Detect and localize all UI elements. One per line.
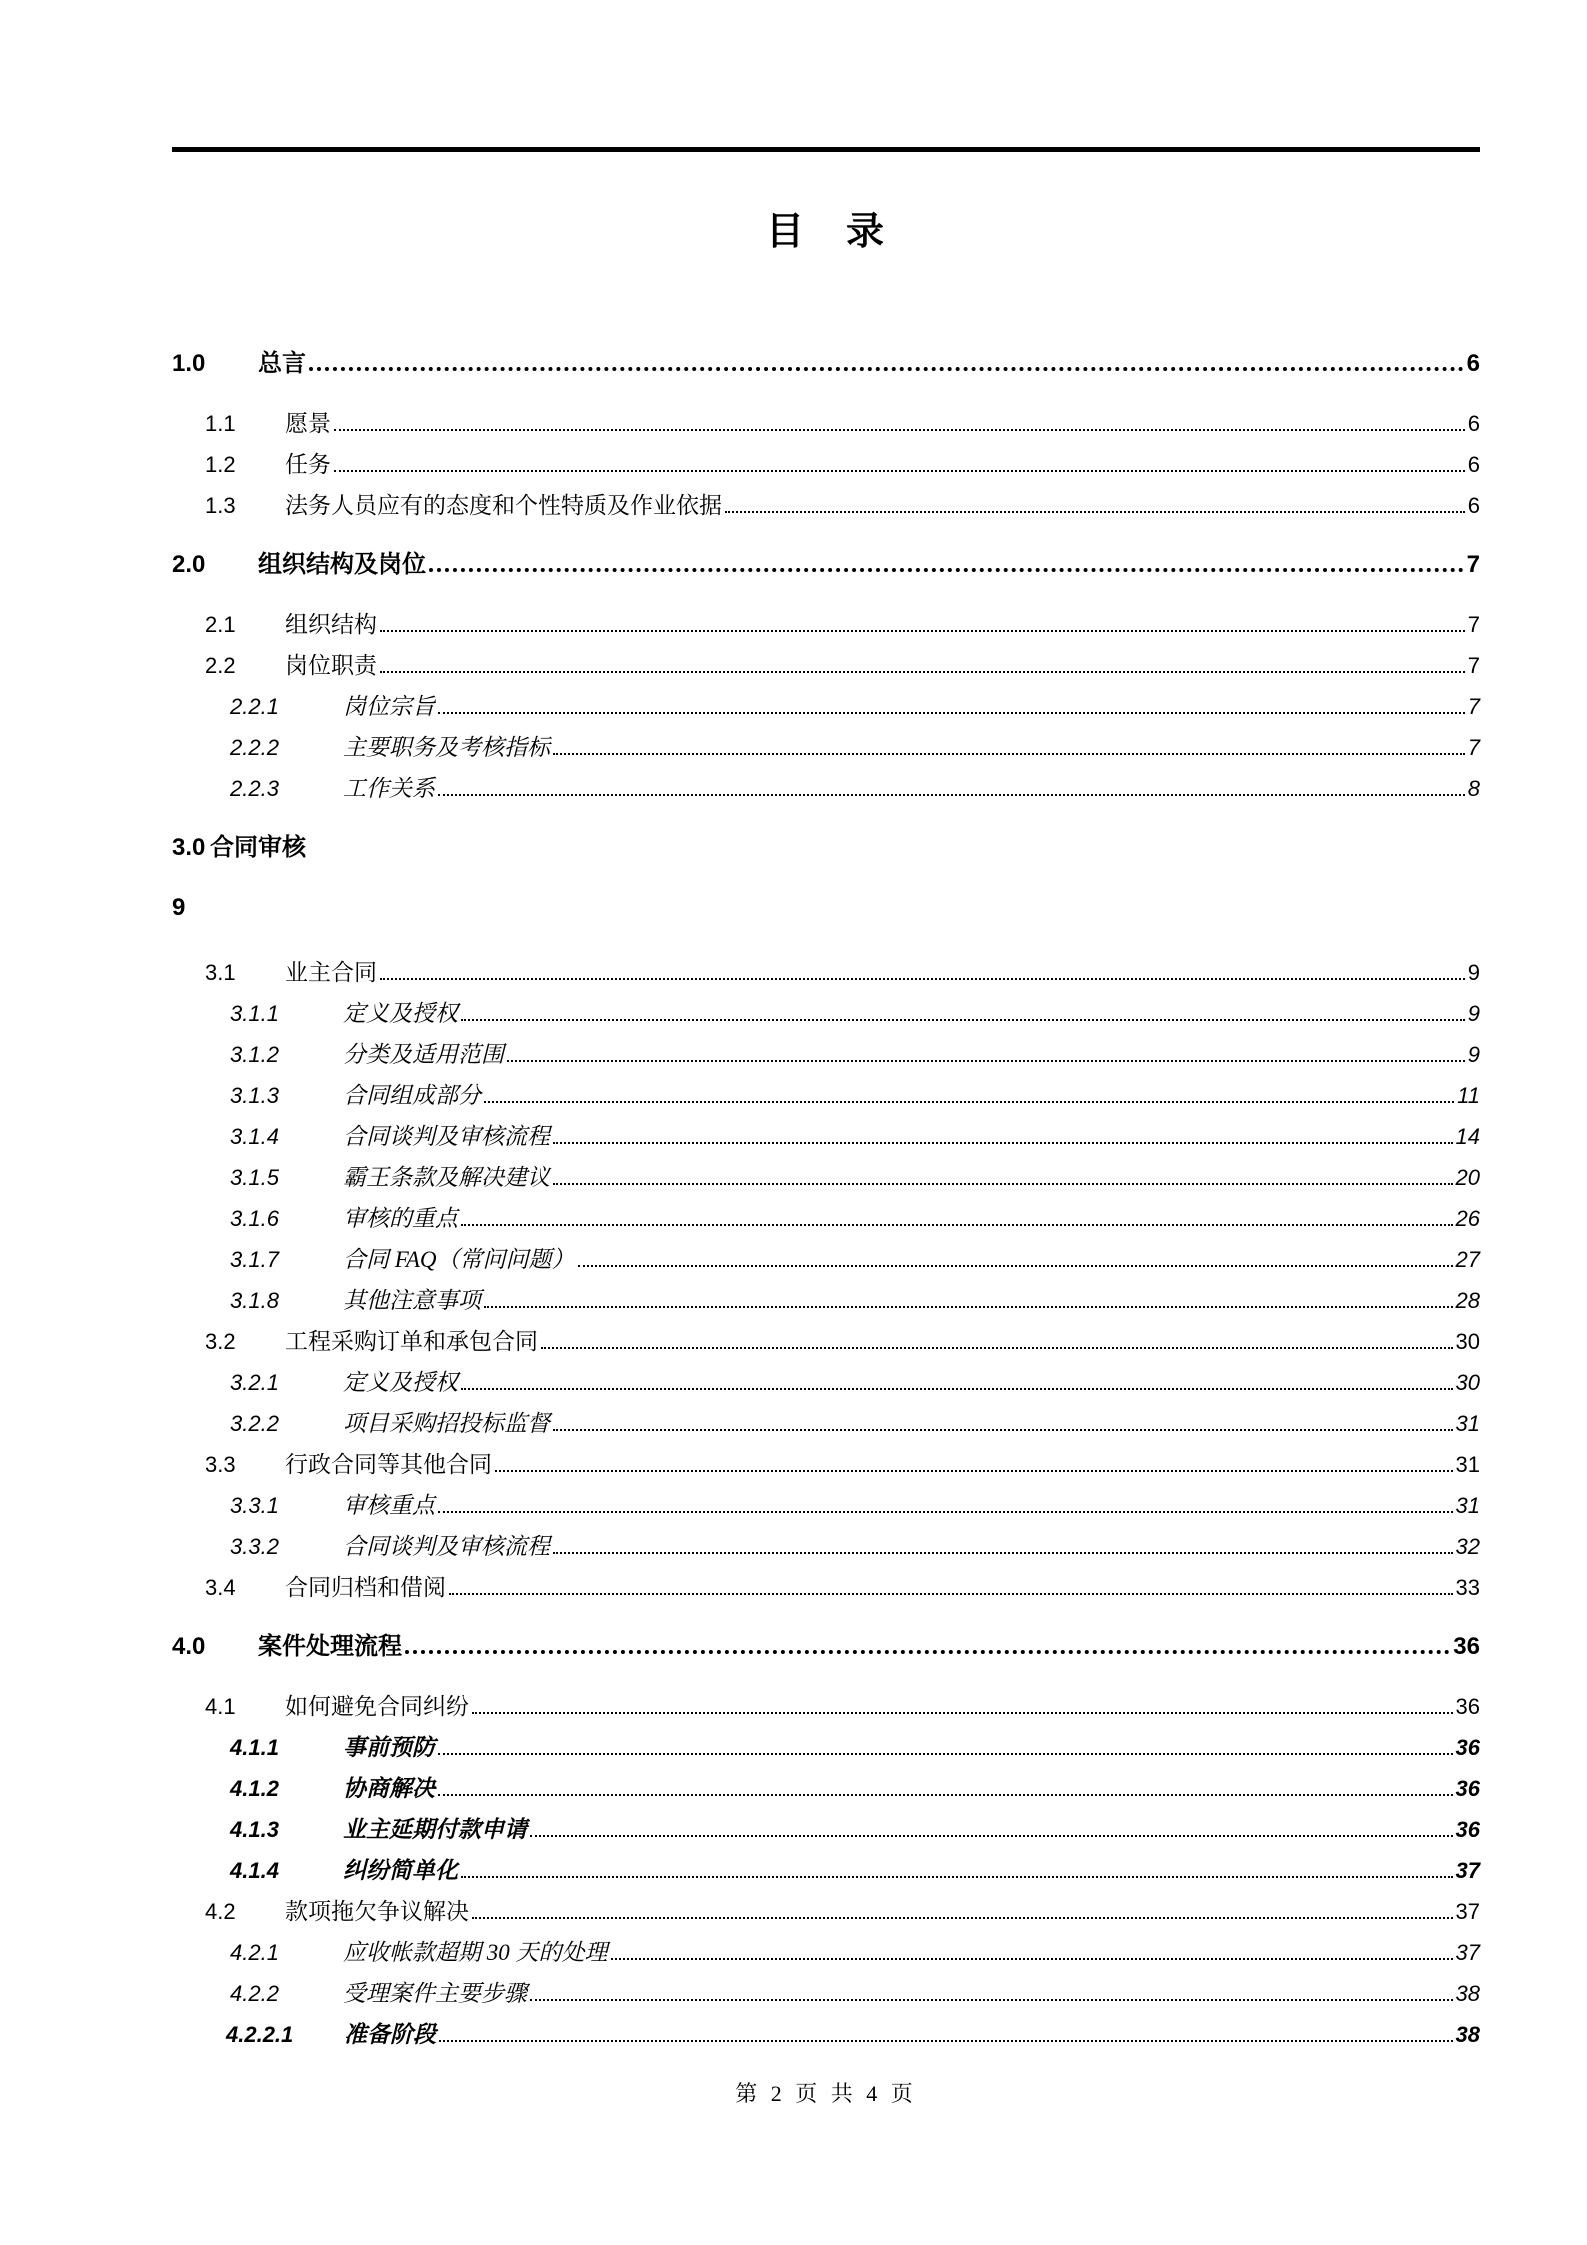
- toc-entry-number: 3.3.1: [230, 1493, 279, 1518]
- toc-entry-number: 3.1.2: [230, 1042, 279, 1067]
- toc-entry-title: 合同归档和借阅: [285, 1575, 446, 1600]
- toc-entry-number: 2.2.1: [230, 694, 279, 719]
- toc-entry-page: 28: [1455, 1288, 1480, 1313]
- toc-entry[interactable]: [172, 952, 1480, 993]
- leader-dots: [553, 1142, 1453, 1144]
- toc-entry-title: 应收帐款超期 30 天的处理: [343, 1940, 608, 1965]
- toc-entry-page: 6: [1466, 350, 1480, 377]
- toc-entry-number: 4.2: [205, 1899, 236, 1924]
- toc-entry-page: 6: [1467, 452, 1480, 477]
- leader-dots: [553, 1429, 1453, 1431]
- toc-entry-page: 33: [1455, 1575, 1480, 1600]
- toc-entry-number: 1.0: [172, 350, 206, 377]
- leader-dots: [553, 753, 1465, 755]
- toc-entry[interactable]: [172, 645, 1480, 686]
- toc-entry-page: 36: [1453, 1633, 1480, 1660]
- leader-dots: [380, 671, 1465, 673]
- toc-entry-title: 合同组成部分: [343, 1083, 481, 1108]
- toc-entry-number: 3.0: [172, 834, 206, 861]
- toc-entry-number: 4.1: [205, 1694, 236, 1719]
- toc-entry-number: 2.0: [172, 551, 206, 578]
- toc-entry-page: 36: [1455, 1776, 1480, 1801]
- leader-dots: [449, 1593, 1453, 1595]
- leader-dots: [438, 1511, 1453, 1513]
- toc-entry-title: 受理案件主要步骤: [343, 1981, 527, 2006]
- toc-entry[interactable]: [172, 1157, 1480, 1198]
- toc-entry-number: 1.2: [205, 452, 236, 477]
- toc-entry-title: 定义及授权: [343, 1370, 458, 1395]
- toc-entry[interactable]: [172, 1686, 1480, 1727]
- leader-dots: [438, 1794, 1453, 1796]
- toc-entry-page: 7: [1467, 694, 1480, 719]
- toc-entry-page: 26: [1455, 1206, 1480, 1231]
- toc-entry[interactable]: [172, 1444, 1480, 1485]
- toc-entry-title: 合同谈判及审核流程: [343, 1124, 550, 1149]
- toc-entry-title: 准备阶段: [344, 2022, 436, 2047]
- toc-entry-number: 2.2.2: [230, 735, 279, 760]
- toc-entry-page: 11: [1457, 1083, 1480, 1108]
- toc-entry-number: 4.2.2.1: [226, 2022, 294, 2047]
- toc-entry-page: 37: [1455, 1899, 1480, 1924]
- toc-entry-title: 合同审核: [210, 834, 306, 861]
- toc-entry-title: 任务: [285, 452, 331, 477]
- toc-entry[interactable]: [172, 1567, 1480, 1608]
- toc-entry[interactable]: [172, 403, 1480, 444]
- toc-entry-number: 4.1.4: [230, 1858, 279, 1883]
- toc-entry-title: 如何避免合同纠纷: [285, 1694, 469, 1719]
- toc-entry-page: 38: [1455, 2022, 1480, 2047]
- toc-entry[interactable]: [172, 993, 1480, 1034]
- toc-entry[interactable]: [172, 1809, 1480, 1850]
- leader-dots: [484, 1306, 1453, 1308]
- toc-entry-number: 4.1.1: [230, 1735, 279, 1760]
- toc-entry[interactable]: [172, 1198, 1480, 1239]
- leader-dots: [541, 1347, 1453, 1349]
- toc-entry-title: 审核重点: [343, 1493, 435, 1518]
- leader-dots: [553, 1552, 1453, 1554]
- toc-entry-title: 工作关系: [343, 776, 435, 801]
- toc-entry-page: 7: [1467, 653, 1480, 678]
- leader-dots: [461, 1876, 1453, 1878]
- leader-dots: [380, 978, 1465, 980]
- toc-entry[interactable]: [172, 485, 1480, 526]
- toc-entry-title: 组织结构及岗位: [258, 551, 426, 578]
- toc-entry-page: 27: [1455, 1247, 1480, 1272]
- leader-dots: [530, 1999, 1453, 2001]
- toc-entry-page: 38: [1455, 1981, 1480, 2006]
- toc-entry[interactable]: [172, 1075, 1480, 1116]
- toc-entry[interactable]: [172, 826, 1480, 870]
- leader-dots: [438, 1753, 1453, 1755]
- toc-entry-page-own-line[interactable]: 9: [172, 894, 186, 921]
- toc-entry-page: 9: [1467, 960, 1480, 985]
- toc-entry[interactable]: [172, 1727, 1480, 1768]
- page-title: 目 录: [765, 211, 886, 253]
- header-rule: [172, 147, 1480, 152]
- toc-entry[interactable]: [172, 768, 1480, 809]
- toc-entry-number: 3.1.6: [230, 1206, 279, 1231]
- page-footer: 第 2 页 共 4 页: [735, 2081, 917, 2106]
- toc-entry-page: 8: [1467, 776, 1480, 801]
- toc-entry-number: 3.2: [205, 1329, 236, 1354]
- toc-entry-title: 岗位宗旨: [343, 694, 435, 719]
- toc-entry-page: 7: [1466, 551, 1480, 578]
- toc-entry-page: 7: [1467, 735, 1480, 760]
- leader-dots: [495, 1470, 1453, 1472]
- toc-entry-title: 款项拖欠争议解决: [285, 1899, 469, 1924]
- toc-entry-number: 4.2.1: [230, 1940, 279, 1965]
- toc-entry-number: 4.1.2: [230, 1776, 279, 1801]
- toc-entry[interactable]: [172, 1850, 1480, 1891]
- toc-entry-title: 组织结构: [285, 612, 377, 637]
- toc-entry-page: 36: [1455, 1817, 1480, 1842]
- toc-entry-number: 2.1: [205, 612, 236, 637]
- toc-entry[interactable]: [172, 1116, 1480, 1157]
- toc-entry-number: 3.1.5: [230, 1165, 279, 1190]
- toc-entry-number: 3.3: [205, 1452, 236, 1477]
- toc-entry-title: 愿景: [285, 411, 331, 436]
- toc-entry-number: 3.2.1: [230, 1370, 279, 1395]
- toc-entry[interactable]: [172, 1932, 1480, 1973]
- toc-entry[interactable]: [172, 1485, 1480, 1526]
- toc-entry[interactable]: [172, 543, 1480, 587]
- leader-dots: [725, 511, 1465, 513]
- toc-entry[interactable]: [172, 1891, 1480, 1932]
- toc-entry-page: 6: [1467, 411, 1480, 436]
- leader-dots: [334, 429, 1465, 431]
- toc-entry-number: 3.1: [205, 960, 236, 985]
- toc-entry-number: 3.2.2: [230, 1411, 279, 1436]
- leader-dots: [429, 568, 1464, 572]
- toc-entry-title: 分类及适用范围: [343, 1042, 504, 1067]
- toc-entry-title: 合同谈判及审核流程: [343, 1534, 550, 1559]
- leader-dots: [553, 1183, 1453, 1185]
- toc-entry-page: 9: [1467, 1001, 1480, 1026]
- toc-list: [172, 342, 1480, 2055]
- toc-entry-title: 业主合同: [285, 960, 377, 985]
- leader-dots: [472, 1712, 1453, 1714]
- toc-entry-page: 9: [1467, 1042, 1480, 1067]
- toc-entry-page: 14: [1455, 1124, 1480, 1149]
- toc-entry-page: 36: [1455, 1694, 1480, 1719]
- toc-entry-page: 36: [1455, 1735, 1480, 1760]
- toc-entry-page: 31: [1455, 1493, 1480, 1518]
- toc-entry[interactable]: [172, 1625, 1480, 1669]
- toc-entry-title: 纠纷简单化: [343, 1858, 458, 1883]
- toc-entry-number: 3.1.1: [230, 1001, 279, 1026]
- toc-entry[interactable]: [172, 727, 1480, 768]
- toc-entry-number: 1.3: [205, 493, 236, 518]
- leader-dots: [530, 1835, 1453, 1837]
- toc-entry-number: 3.1.3: [230, 1083, 279, 1108]
- toc-entry-title: 协商解决: [343, 1776, 435, 1801]
- toc-entry-title: 其他注意事项: [343, 1288, 481, 1313]
- toc-entry[interactable]: [172, 342, 1480, 386]
- toc-entry-number: 3.4: [205, 1575, 236, 1600]
- toc-entry-page: 30: [1455, 1329, 1480, 1354]
- toc-entry-page: 6: [1467, 493, 1480, 518]
- toc-entry-number: 3.3.2: [230, 1534, 279, 1559]
- leader-dots: [439, 2040, 1453, 2042]
- toc-entry-title: 合同 FAQ（常问问题）: [343, 1247, 575, 1272]
- toc-entry-page: 37: [1455, 1858, 1480, 1883]
- leader-dots: [461, 1388, 1453, 1390]
- toc-entry-page: 20: [1455, 1165, 1480, 1190]
- leader-dots: [309, 367, 1464, 371]
- toc-entry-title: 审核的重点: [343, 1206, 458, 1231]
- toc-entry[interactable]: [172, 1239, 1480, 1280]
- toc-entry-number: 2.2.3: [230, 776, 279, 801]
- leader-dots: [484, 1101, 1454, 1103]
- toc-entry-title: 项目采购招投标监督: [343, 1411, 550, 1436]
- toc-entry-title: 定义及授权: [343, 1001, 458, 1026]
- leader-dots: [507, 1060, 1465, 1062]
- leader-dots: [472, 1917, 1453, 1919]
- leader-dots: [578, 1265, 1453, 1267]
- toc-entry[interactable]: [172, 604, 1480, 645]
- leader-dots: [611, 1958, 1453, 1960]
- toc-entry-title: 案件处理流程: [258, 1633, 402, 1660]
- toc-entry[interactable]: [172, 444, 1480, 485]
- leader-dots: [461, 1224, 1453, 1226]
- leader-dots: [380, 630, 1465, 632]
- toc-entry[interactable]: [172, 1403, 1480, 1444]
- toc-entry-page: 30: [1455, 1370, 1480, 1395]
- toc-entry-number: 4.0: [172, 1633, 206, 1660]
- toc-entry-number: 1.1: [205, 411, 236, 436]
- toc-entry-title: 主要职务及考核指标: [343, 735, 550, 760]
- toc-entry-title: 行政合同等其他合同: [285, 1452, 492, 1477]
- toc-entry[interactable]: [172, 2014, 1480, 2055]
- toc-entry-title: 业主延期付款申请: [343, 1817, 527, 1842]
- toc-entry-title: 霸王条款及解决建议: [343, 1165, 550, 1190]
- toc-entry-number: 3.1.4: [230, 1124, 279, 1149]
- toc-entry-page: 7: [1467, 612, 1480, 637]
- toc-entry-page: 31: [1455, 1411, 1480, 1436]
- leader-dots: [461, 1019, 1465, 1021]
- toc-entry[interactable]: [172, 1321, 1480, 1362]
- leader-dots: [438, 712, 1465, 714]
- toc-entry[interactable]: [172, 1973, 1480, 2014]
- toc-entry[interactable]: [172, 686, 1480, 727]
- leader-dots: [405, 1650, 1450, 1654]
- toc-entry-page: 31: [1455, 1452, 1480, 1477]
- leader-dots: [438, 794, 1465, 796]
- toc-entry[interactable]: [172, 1768, 1480, 1809]
- toc-entry-title: 法务人员应有的态度和个性特质及作业依据: [285, 493, 722, 518]
- toc-entry[interactable]: [172, 1034, 1480, 1075]
- toc-entry-title: 总言: [258, 350, 306, 377]
- toc-entry-number: 3.1.7: [230, 1247, 279, 1272]
- toc-entry-page: 37: [1455, 1940, 1480, 1965]
- toc-entry-number: 4.1.3: [230, 1817, 279, 1842]
- toc-entry[interactable]: [172, 1362, 1480, 1403]
- toc-entry-number: 3.1.8: [230, 1288, 279, 1313]
- leader-dots: [334, 470, 1465, 472]
- toc-entry[interactable]: [172, 1280, 1480, 1321]
- toc-entry-title: 岗位职责: [285, 653, 377, 678]
- toc-entry-title: 事前预防: [343, 1735, 435, 1760]
- toc-entry[interactable]: [172, 1526, 1480, 1567]
- toc-entry-number: 4.2.2: [230, 1981, 279, 2006]
- toc-entry-number: 2.2: [205, 653, 236, 678]
- toc-entry-title: 工程采购订单和承包合同: [285, 1329, 538, 1354]
- toc-entry-page: 32: [1455, 1534, 1480, 1559]
